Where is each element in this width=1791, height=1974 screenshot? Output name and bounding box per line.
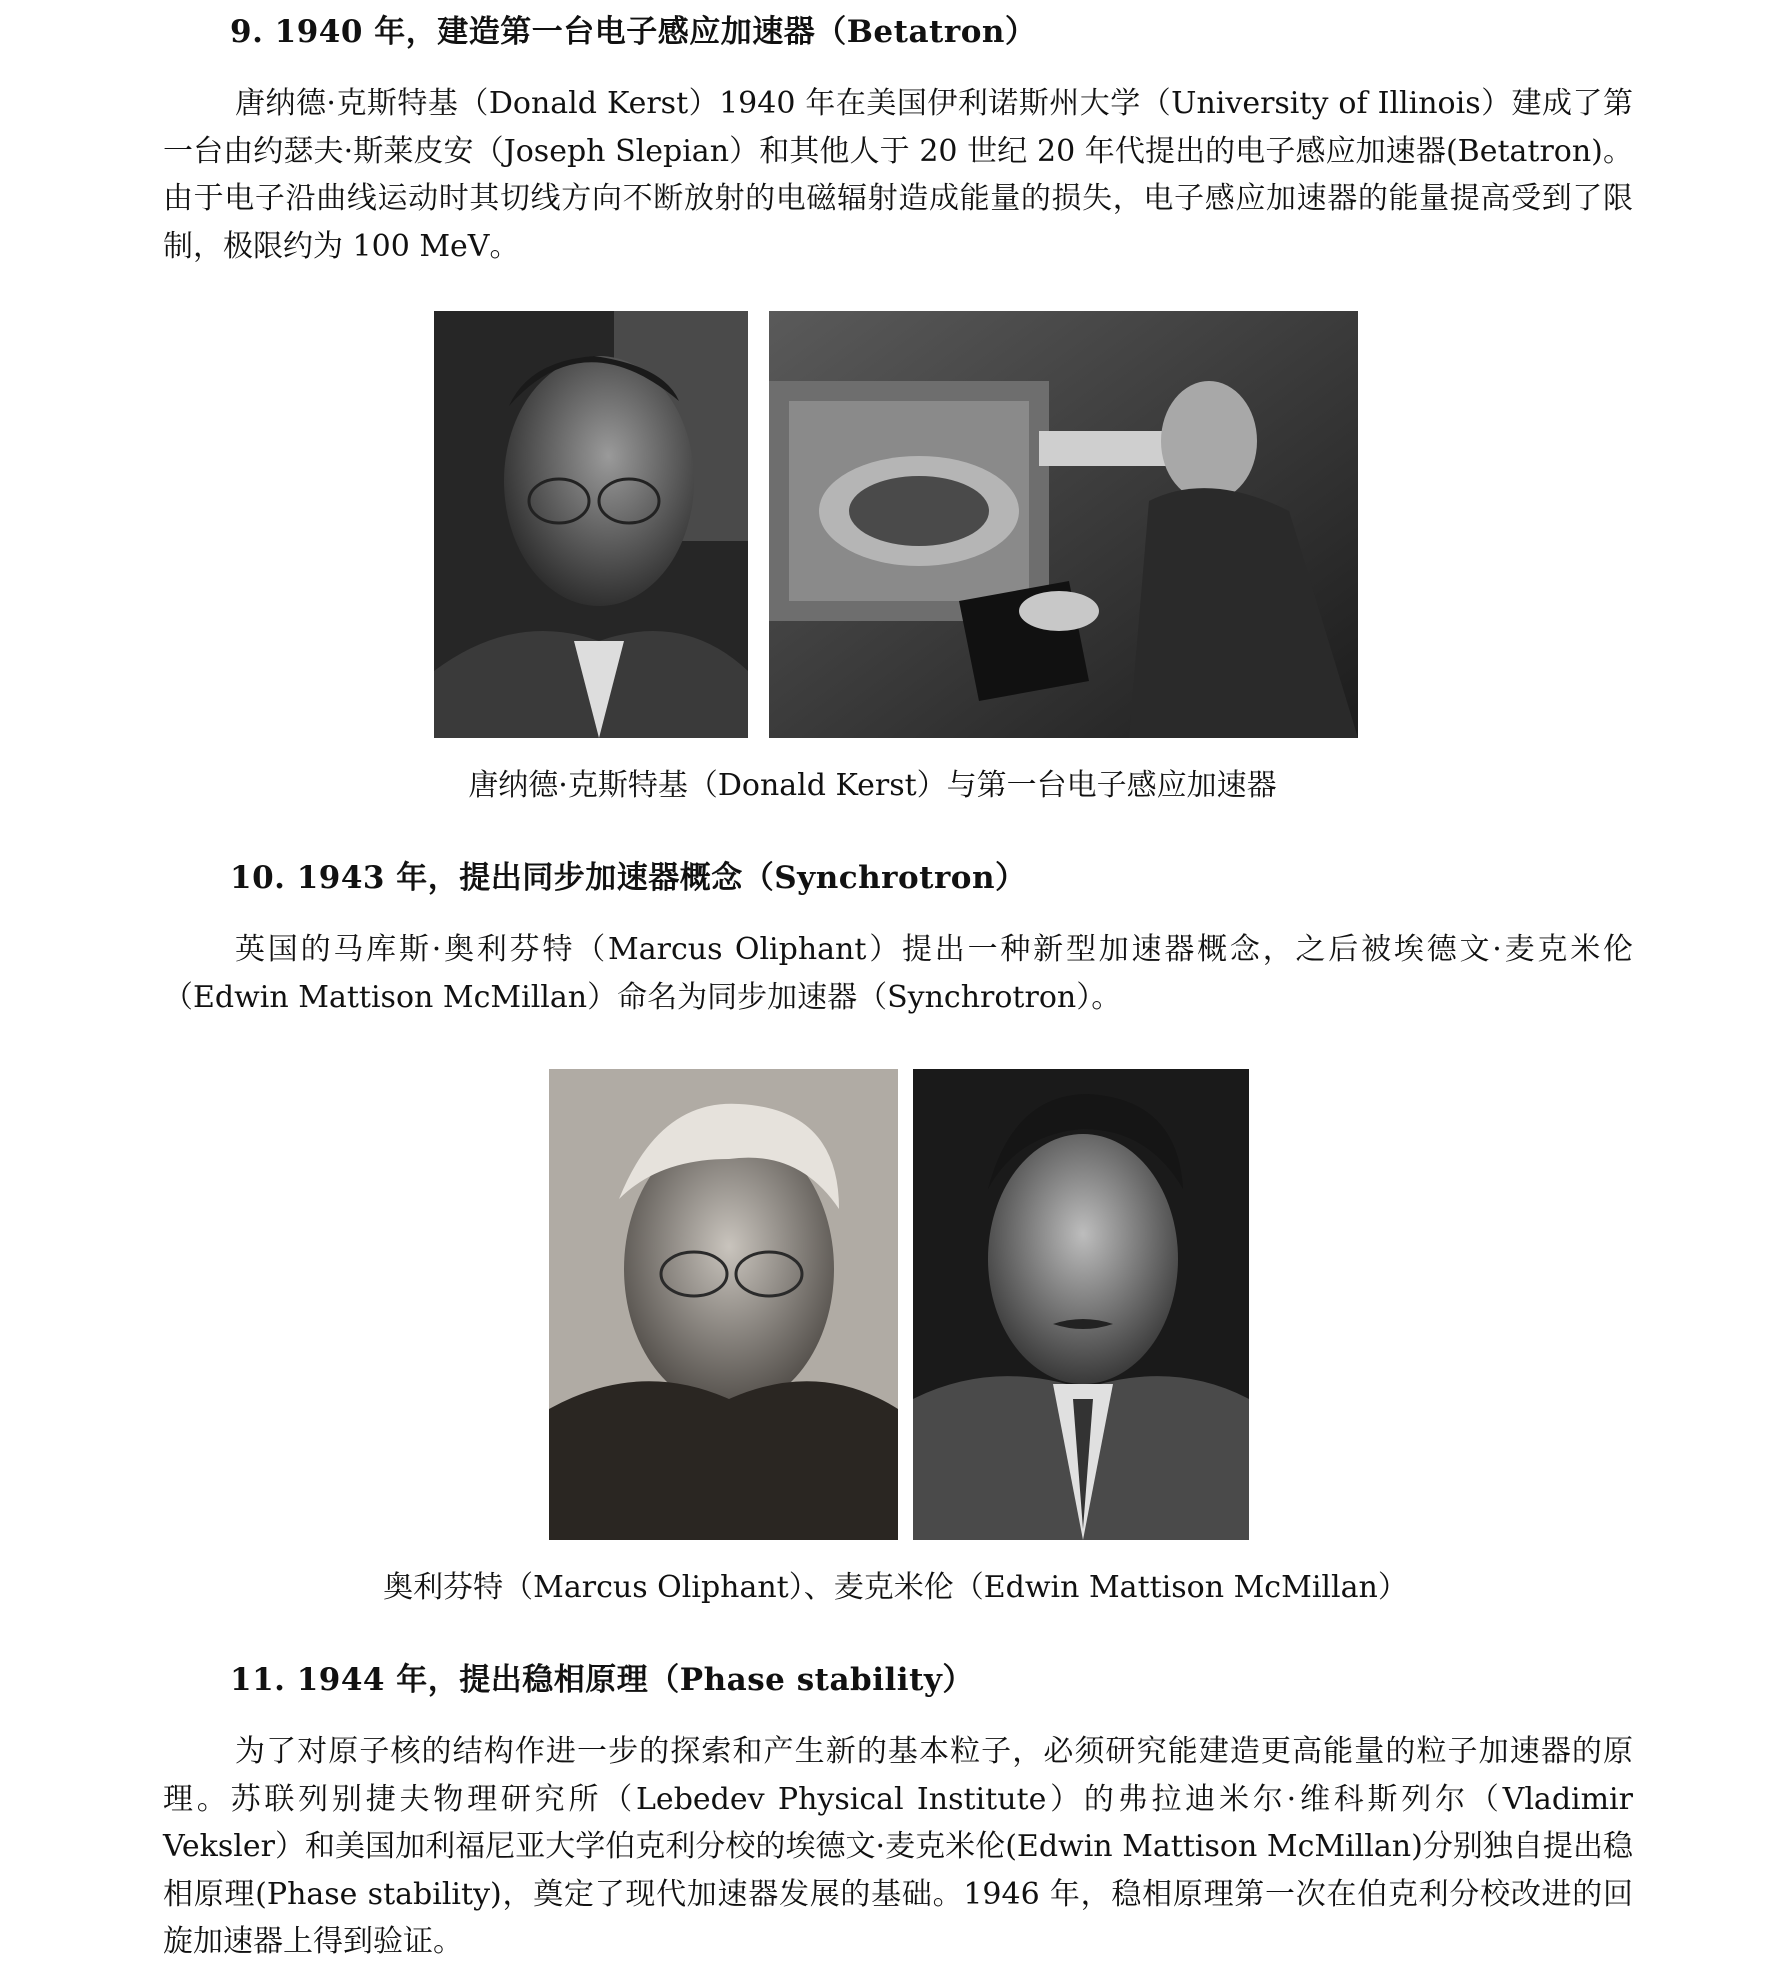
section-10-figure-caption: 奥利芬特（Marcus Oliphant）、麦克米伦（Edwin Mattison McMillan） <box>383 1570 1408 1605</box>
betatron-machine-photo <box>769 311 1358 738</box>
mcmillan-portrait-photo <box>913 1069 1249 1540</box>
section-10-paragraph: 英国的马库斯·奥利芬特（Marcus Oliphant）提出一种新型加速器概念，之后被埃德文·麦克米伦（Edwin Mattison McMillan）命名为同步加速器（Synchrotron）。 <box>163 932 1633 1015</box>
kerst-portrait-photo <box>434 311 748 738</box>
oliphant-portrait-photo <box>549 1069 898 1540</box>
section-11-paragraph: 为了对原子核的结构作进一步的探索和产生新的基本粒子，必须研究能建造更高能量的粒子加速器的原理。苏联列别捷夫物理研究所（Lebedev Physical Institute）的弗拉迪米尔·维科斯列尔（Vladimir Veksler）和美国加利福尼亚大学伯克利分校的埃德文·麦克米伦(Edwin Mattison McMillan)分别独自提出稳相原理(Phase stability)，奠定了现代加速器发展的基础。1946 年，稳相原理第一次在伯克利分校改进的回旋加速器上得到验证。 <box>163 1734 1633 1959</box>
section-11-heading: 11. 1944 年，提出稳相原理（Phase stability） <box>230 1662 974 1698</box>
section-9-figure-caption: 唐纳德·克斯特基（Donald Kerst）与第一台电子感应加速器 <box>468 768 1277 803</box>
section-10-heading: 10. 1943 年，提出同步加速器概念（Synchrotron） <box>230 860 1027 896</box>
section-9-heading: 9. 1940 年，建造第一台电子感应加速器（Betatron） <box>230 14 1037 50</box>
section-9-paragraph: 唐纳德·克斯特基（Donald Kerst）1940 年在美国伊利诺斯州大学（University of Illinois）建成了第一台由约瑟夫·斯莱皮安（Joseph Slepian）和其他人于 20 世纪 20 年代提出的电子感应加速器(Betatron)。由于电子沿曲线运动时其切线方向不断放射的电磁辐射造成能量的损失，电子感应加速器的能量提高受到了限制，极限约为 100 MeV。 <box>163 86 1633 264</box>
